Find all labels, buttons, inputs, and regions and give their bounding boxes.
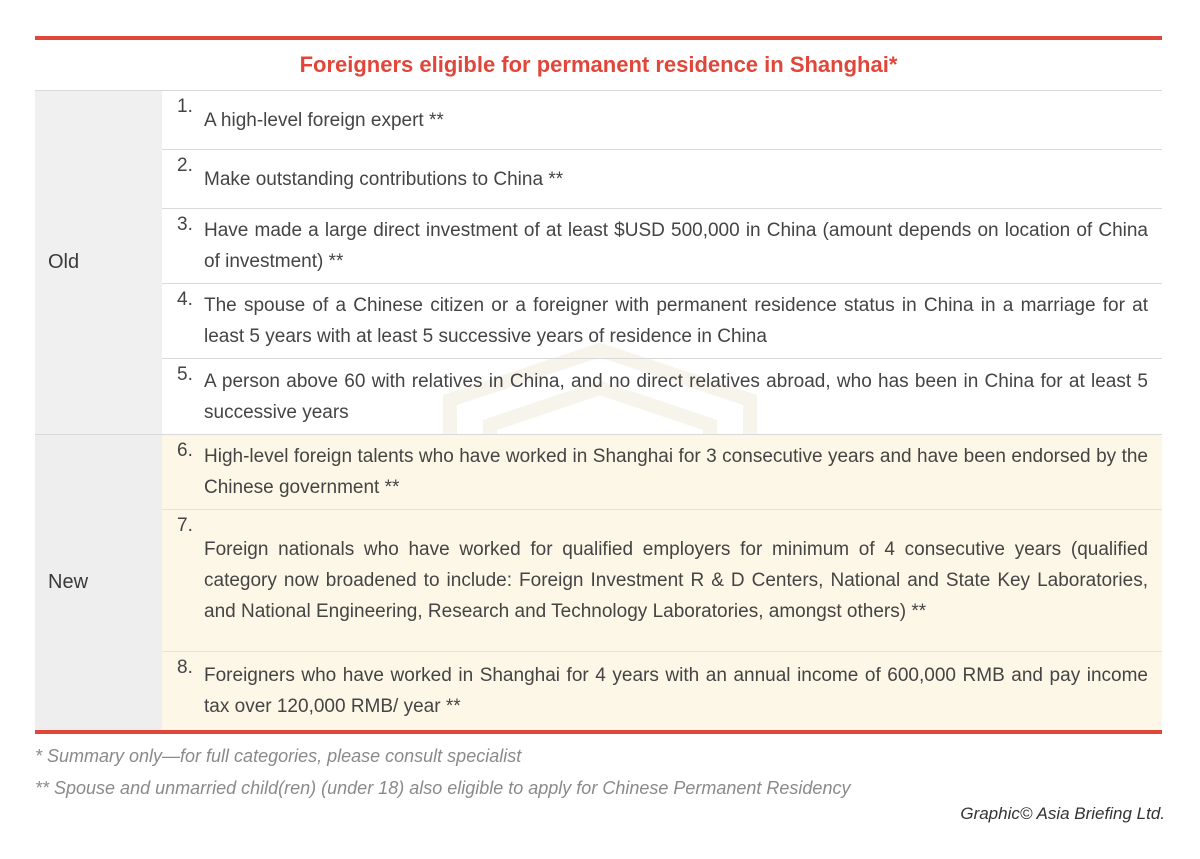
row-text: Foreigners who have worked in Shanghai for 4 years with an annual income of 600,000 RMB and pay income tax over 120,000 RMB/ year ** <box>204 665 1148 717</box>
row-text: Foreign nationals who have worked for qualified employers for minimum of 4 consecutive years (qualified category now broadened to include: Foreign Investment R & D Centers, National and State Key Laboratories, and National Engineering, Research and Technology Laboratories, amongst others) ** <box>204 539 1148 622</box>
row-text: A person above 60 with relatives in China, and no direct relatives abroad, who has been in China for at least 5 successive years <box>204 370 1148 423</box>
table-row <box>162 435 1162 510</box>
footnote-summary: * Summary only—for full categories, please consult specialist <box>35 746 522 766</box>
bottom-rule <box>35 730 1162 734</box>
row-text: High-level foreign talents who have worked in Shanghai for 3 consecutive years and have been endorsed by the Chinese government ** <box>204 446 1148 498</box>
row-number: 6. <box>177 440 193 461</box>
row-text: Make outstanding contributions to China ** <box>204 168 564 190</box>
row-number: 1. <box>177 96 193 117</box>
row-text: A high-level foreign expert ** <box>204 109 444 131</box>
row-number: 3. <box>177 214 193 235</box>
row-number: 8. <box>177 657 193 678</box>
group-label-new: New <box>35 435 162 730</box>
row-number: 5. <box>177 364 193 385</box>
table-row <box>162 284 1162 359</box>
table-title: Foreigners eligible for permanent residence in Shanghai* <box>35 40 1162 91</box>
row-number: 2. <box>177 155 193 176</box>
group-new <box>35 435 1162 730</box>
table-row <box>162 91 1162 150</box>
group-label-old: Old <box>35 91 162 434</box>
footnote-spouse: ** Spouse and unmarried child(ren) (under 18) also eligible to apply for Chinese Permanent Residency <box>35 778 851 798</box>
group-old <box>35 91 1162 435</box>
table-row <box>162 359 1162 434</box>
graphic-credit: Graphic© Asia Briefing Ltd. <box>960 804 1165 823</box>
row-number: 7. <box>177 515 193 536</box>
table-row <box>162 150 1162 209</box>
row-number: 4. <box>177 289 193 310</box>
footnotes <box>35 740 1162 804</box>
table-row <box>162 510 1162 652</box>
table-row <box>162 652 1162 730</box>
table-row <box>162 209 1162 284</box>
row-text: The spouse of a Chinese citizen or a foreigner with permanent residence status in China in a marriage for at least 5 years with at least 5 successive years of residence in China <box>204 295 1148 347</box>
row-text: Have made a large direct investment of at least $USD 500,000 in China (amount depends on location of China of investment) ** <box>204 220 1148 272</box>
residence-table <box>35 36 1162 804</box>
